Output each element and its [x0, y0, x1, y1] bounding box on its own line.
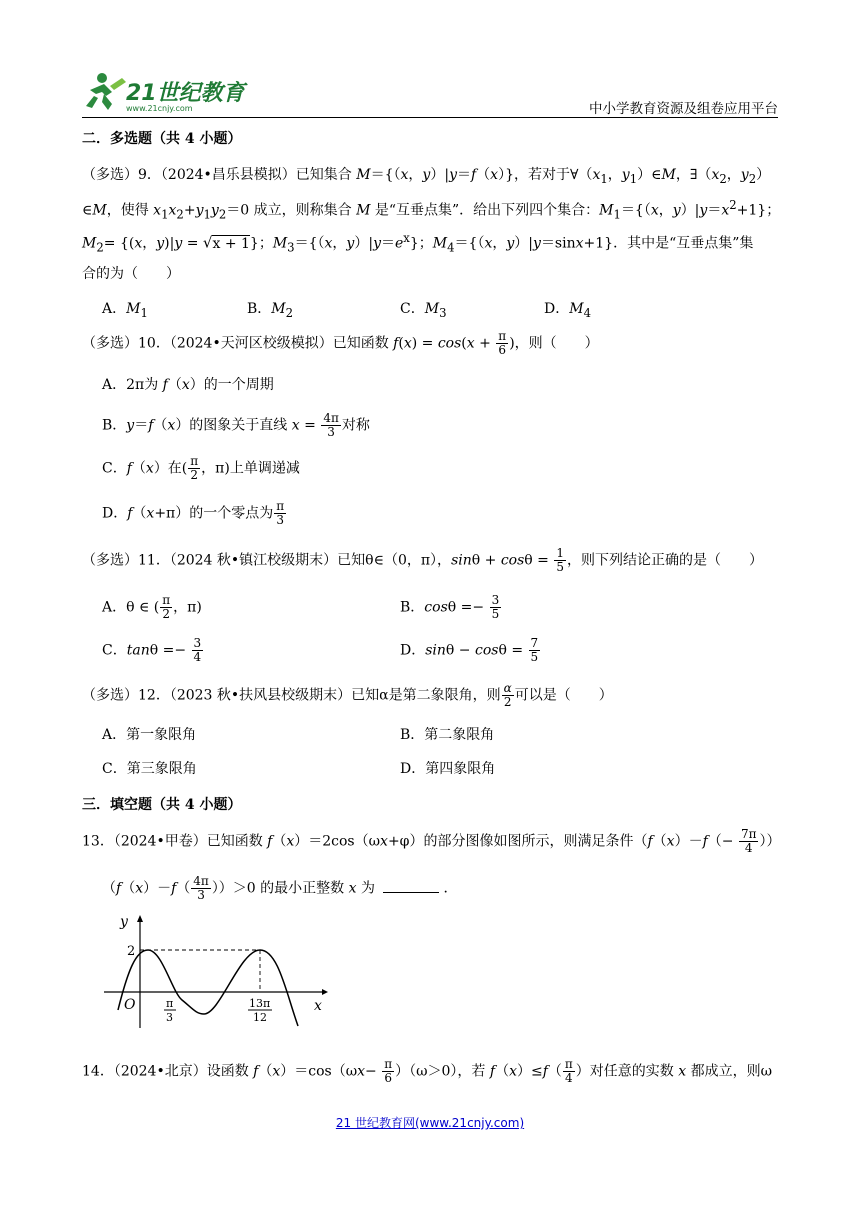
- x-label: x: [314, 998, 322, 1014]
- q13-line2: （f（x）－f（ $\frac{4\pi}{3}$ ））＞0 的最小正整数 x 为 ．: [102, 874, 458, 902]
- x-tick2-den: 12: [253, 1011, 267, 1024]
- q12-option-a[interactable]: A．第一象限角: [102, 727, 197, 743]
- svg-text:21世纪教育: 21世纪教育: [126, 81, 245, 106]
- y-tick-label: 2: [127, 944, 136, 959]
- header-divider: [82, 117, 778, 118]
- q13-answer-blank[interactable]: [383, 880, 439, 893]
- q12-stem: （多选）12．（2023 秋•扶风县校级期末）已知α是第二象限角，则 $\frac{\alpha}{2}$ 可以是（ ）: [82, 681, 613, 709]
- cosine-curve: [118, 950, 298, 1026]
- y-label: y: [120, 914, 128, 930]
- section-title-multi-choice: 二．多选题（共 4 小题）: [82, 131, 242, 147]
- q10-option-d[interactable]: D．f（x+π）的一个零点为 $\frac{\pi}{3}$: [102, 499, 285, 527]
- x-tick2-num: 13π: [249, 997, 271, 1010]
- origin-label: O: [124, 997, 136, 1013]
- x-tick1-num: π: [166, 997, 174, 1010]
- q11-option-a[interactable]: A．θ ∈ ( $\frac{\pi}{2}$ ，π): [102, 593, 202, 621]
- q10-option-a[interactable]: A．2π为 f（x）的一个周期: [102, 377, 274, 393]
- q9-option-a[interactable]: A．$M_1$: [102, 301, 148, 320]
- q9-line1: （多选）9．（2024•昌乐县模拟）已知集合 M＝{（x，y）|y＝f（x）}，若对于$\forall(x_1$，$y_1)\in M$，$\exists(x_2$，$y_2$）: [82, 167, 771, 186]
- q10-stem: （多选）10．（2024•天河区校级模拟）已知函数 f(x) = cos(x + $\frac{\pi}{6}$ )，则（ ）: [82, 329, 599, 357]
- q9-option-d[interactable]: D．$M_4$: [544, 301, 591, 320]
- q11-option-d[interactable]: D．sinθ − cosθ = $\frac{7}{5}$: [400, 636, 539, 664]
- footer-link[interactable]: 21 世纪教育网(www.21cnjy.com): [335, 1116, 525, 1130]
- q10-option-c[interactable]: C．f（x）在( $\frac{\pi}{2}$ ，π)上单调递减: [102, 454, 300, 482]
- q13-line1: 13．（2024•甲卷）已知函数 f（x）＝2cos（ωx+φ）的部分图像如图所示，则满足条件（f（x）－f（− $\frac{7\pi}{4}$ ））: [82, 827, 781, 855]
- brand-logo: [82, 70, 257, 114]
- q9-option-b[interactable]: B．$M_2$: [247, 301, 294, 320]
- section-title-fill-blank: 三．填空题（共 4 小题）: [82, 797, 242, 813]
- q11-option-c[interactable]: C．tanθ =− $\frac{3}{4}$: [102, 636, 202, 664]
- q12-option-c[interactable]: C．第三象限角: [102, 761, 197, 777]
- q11-stem: （多选）11．（2024 秋•镇江校级期末）已知θ∈（0，π），sinθ + cosθ = $\frac{1}{5}$ ，则下列结论正确的是（ ）: [82, 546, 763, 574]
- svg-text:www.21cnjy.com: www.21cnjy.com: [126, 104, 193, 113]
- q12-option-b[interactable]: B．第二象限角: [400, 727, 495, 743]
- q9-line2: ∈M，使得 $x_1x_2+y_1y_2=0$ 成立，则称集合 M 是“互垂点集”．给出下列四个集合：$M_1=\{(x$，$y)|y=x^2+1$}；: [82, 198, 781, 222]
- q14-line1: 14．（2024•北京）设函数 f（x）＝cos（ωx− $\frac{\pi}{6}$ ）（ω＞0），若 f（x）≤f（ $\frac{\pi}{4}$ ）对任意的实数 x 都成立，则ω: [82, 1057, 773, 1085]
- q12-option-d[interactable]: D．第四象限角: [400, 761, 496, 777]
- q10-option-b[interactable]: B．y＝f（x）的图象关于直线 x = $\frac{4\pi}{3}$ 对称: [102, 411, 370, 439]
- platform-name: 中小学教育资源及组卷应用平台: [589, 101, 778, 117]
- q9-line4: 合的为（ ）: [82, 266, 180, 282]
- q9-line3: $M_2= \{(x$，y)|y = √x + 1}；$M_3=\{(x$，$y)|y=e^x$}；$M_4=\{(x$，y）|y＝sinx+1}．其中是“互垂点集”集: [82, 231, 754, 255]
- q11-option-b[interactable]: B．cosθ =− $\frac{3}{5}$: [400, 593, 500, 621]
- q9-option-c[interactable]: C．$M_3$: [400, 301, 447, 320]
- x-tick1-den: 3: [166, 1011, 173, 1024]
- q13-cosine-graph: [100, 910, 330, 1032]
